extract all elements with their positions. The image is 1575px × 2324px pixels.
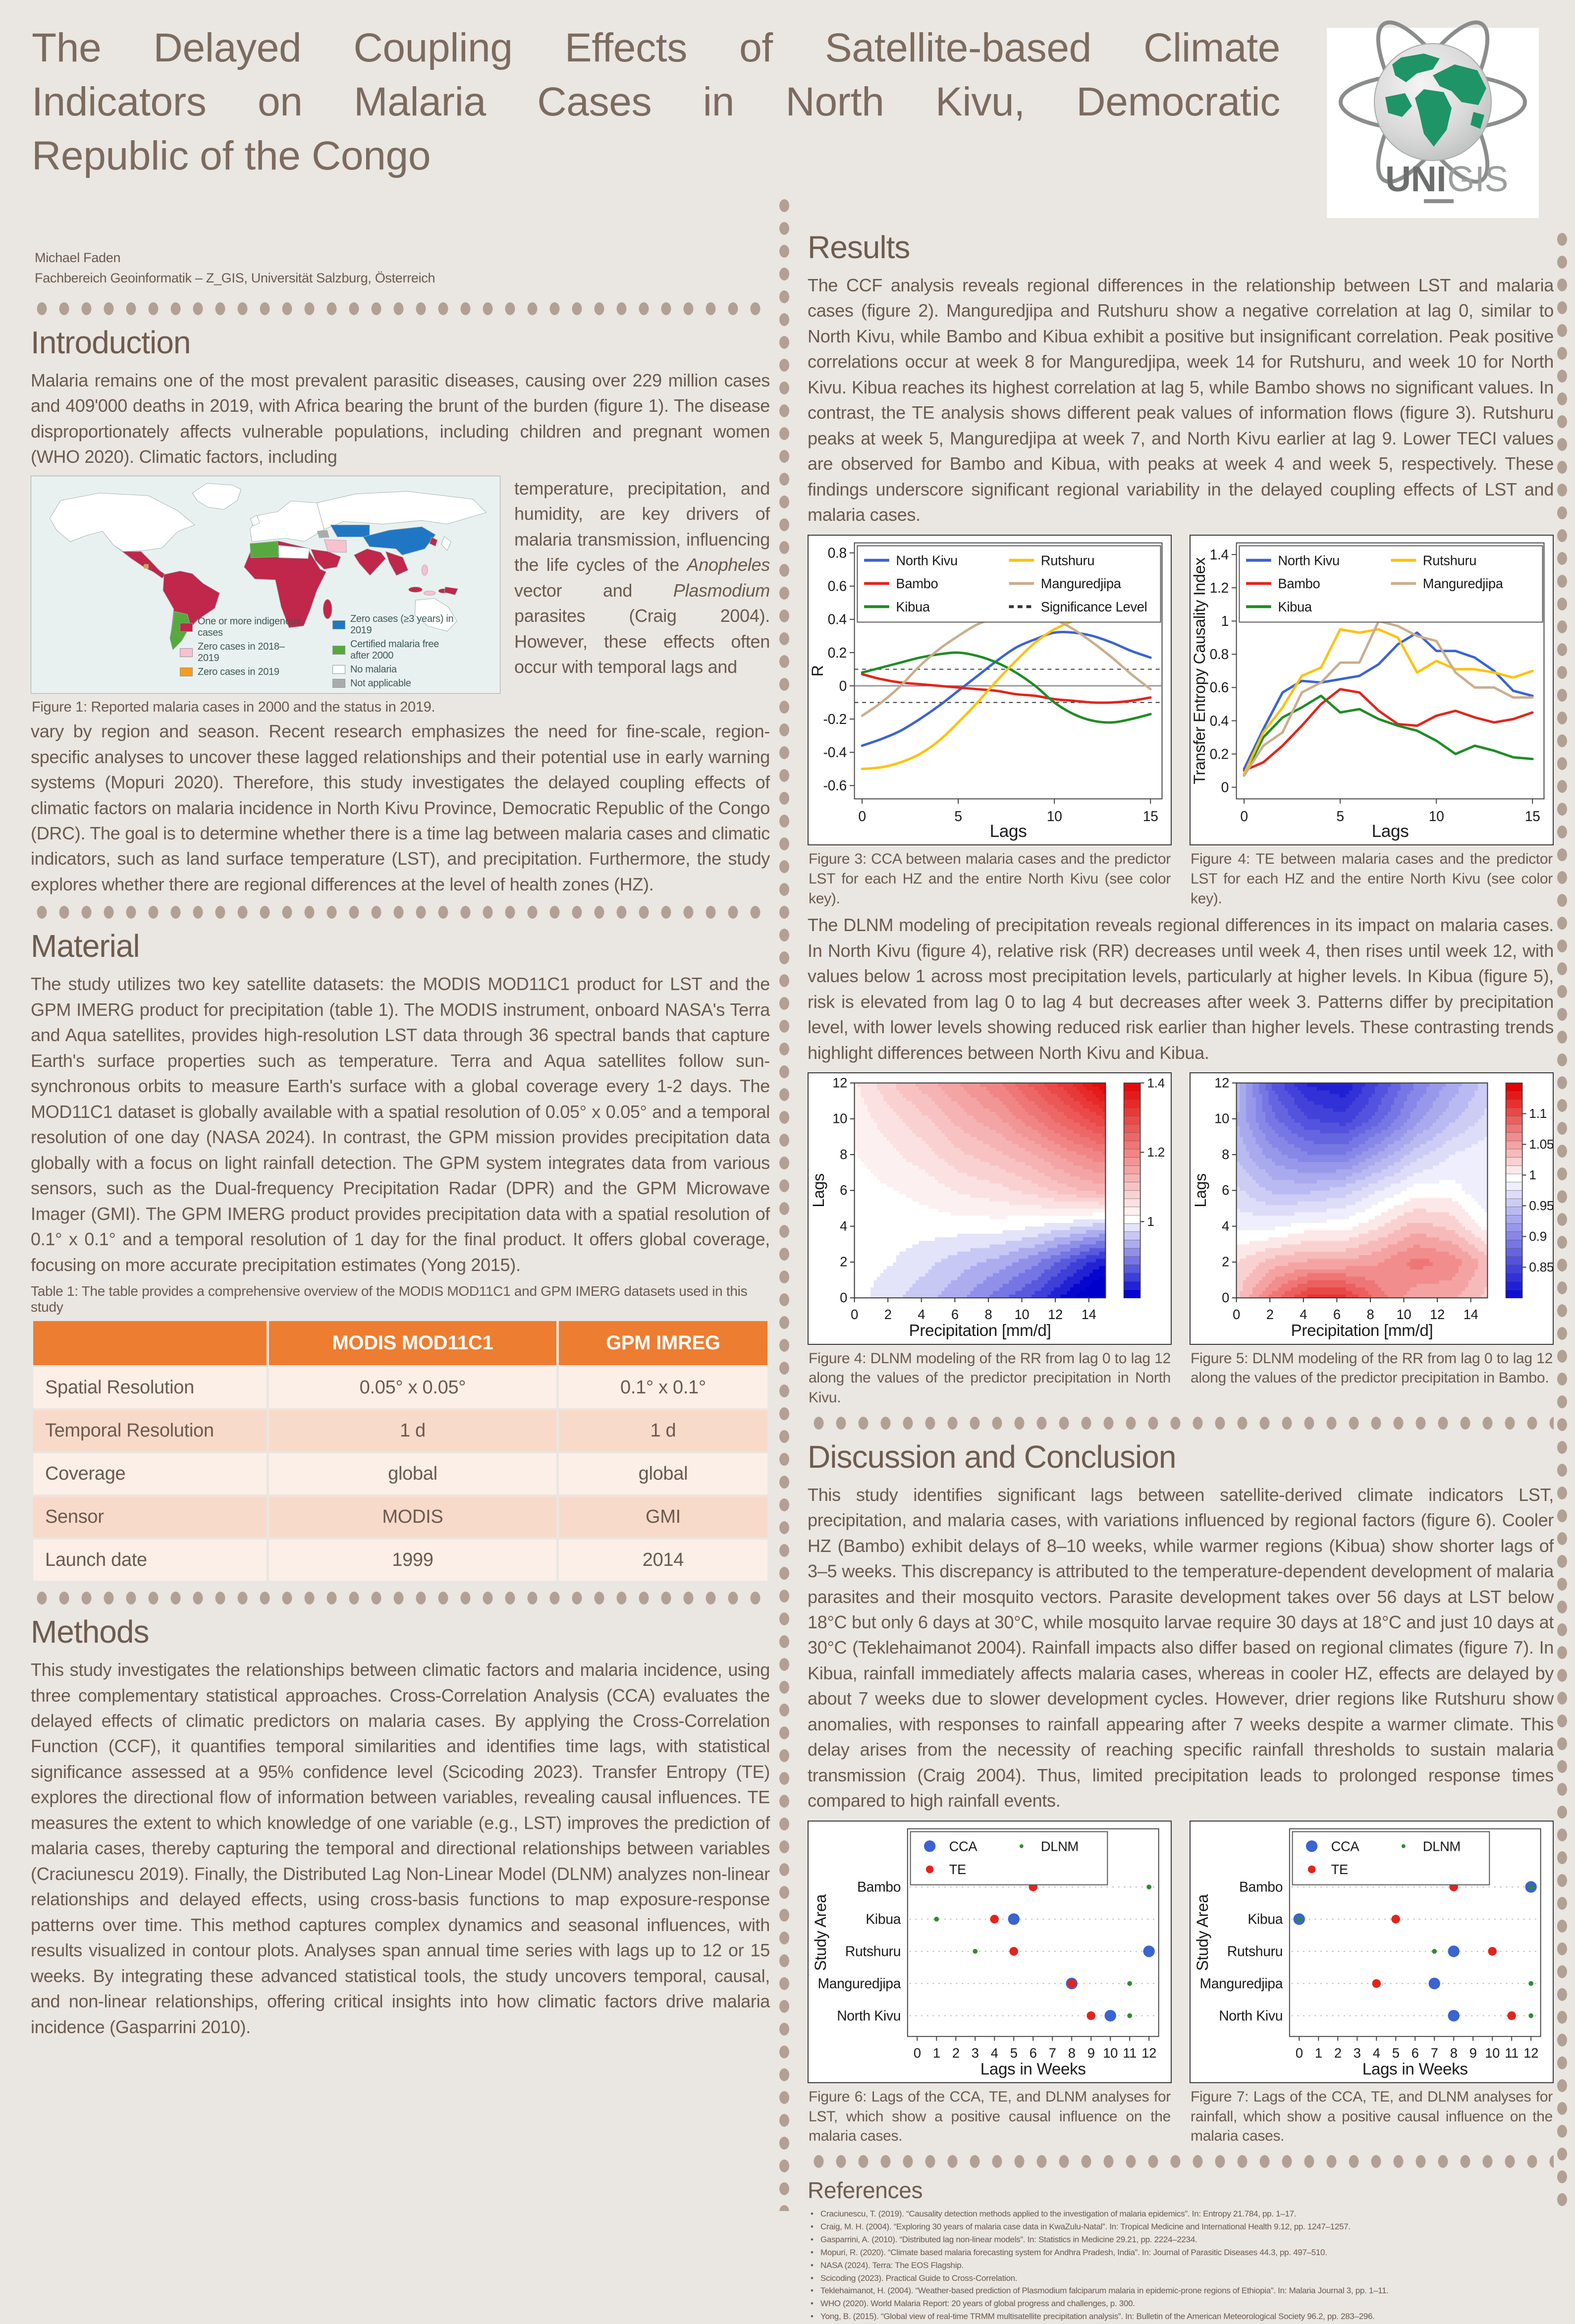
- line-charts-row: [808, 535, 1554, 909]
- svg-text:1.2: 1.2: [1210, 580, 1229, 596]
- discussion-paragraph: This study identifies significant lags between satellite-derived climate indicators LST, precipitation, and malaria cases, with variations influenced by regional factors (figure 6). Cooler HZ (Bambo) exhibit delays of 8–10 weeks, while warmer regions (Kibua) show shorter lags of 3–5 weeks. This discrepancy is attributed to the temperature-dependent development of malaria parasites and their mosquito vectors. Parasite development takes over 56 days at LST below 18°C but only 6 days at 30°C, while mosquito larvae require 30 days at 18°C and just 10 days at 30°C (Teklehaimanot 2004). Rainfall impacts also differ based on regional climates (figure 7). In Kibua, rainfall immediately affects malaria cases, whereas in cooler HZ, effects are delayed by about 7 weeks due to slower development cycles. However, drier regions like Rutshuru show anomalies, with responses to rainfall appearing after 7 weeks despite a warmer climate. This delay arises from the necessity of reaching specific rainfall thresholds to sustain malaria transmission (Craig 2004). Thus, limited precipitation leads to prolonged response times compared to high rainfall events.: [808, 1482, 1554, 1814]
- legend-label: Not applicable: [350, 678, 411, 689]
- table-cell-modis: 1 d: [269, 1410, 556, 1451]
- logo-text-light: GIS: [1447, 160, 1508, 199]
- svg-text:Rutshuru: Rutshuru: [1041, 553, 1094, 568]
- legend-swatch: [180, 623, 193, 632]
- plasmodium-italic: Plasmodium: [673, 580, 770, 601]
- table-row-label: Launch date: [33, 1540, 267, 1581]
- svg-text:0.6: 0.6: [1210, 679, 1229, 695]
- reference-item: • Scicoding (2023). Practical Guide to Cross-Correlation.: [808, 2273, 1554, 2284]
- svg-text:15: 15: [1525, 808, 1540, 824]
- map-legend-item: [180, 641, 305, 664]
- svg-text:8: 8: [840, 1147, 847, 1162]
- svg-text:Kibua: Kibua: [896, 599, 930, 614]
- svg-text:4: 4: [840, 1218, 847, 1233]
- svg-text:-0.2: -0.2: [823, 711, 847, 727]
- author-block: [35, 248, 435, 288]
- svg-text:0: 0: [858, 808, 866, 824]
- svg-text:Bambo: Bambo: [896, 576, 938, 591]
- legend-label: No malaria: [350, 664, 397, 675]
- logo-text-bold: UNI: [1385, 160, 1446, 199]
- reference-item: • Gasparrini, A. (2010). “Distributed lag non-linear models”. In: Statistics in Medicine 29.21, pp. 2224–2234.: [808, 2234, 1554, 2246]
- datasets-table: [31, 1319, 770, 1583]
- table-header-gpm: GPM IMREG: [559, 1321, 767, 1365]
- separator-dots: [31, 301, 770, 316]
- figure5-dlnm-block: [1190, 1072, 1554, 1408]
- introduction-map-row: [31, 476, 770, 717]
- table-cell-gpm: 2014: [559, 1540, 767, 1581]
- table-cell-modis: MODIS: [269, 1496, 556, 1538]
- reference-item: • NASA (2024). Terra: The EOS Flagship.: [808, 2260, 1554, 2271]
- legend-label: Zero cases in 2019: [198, 666, 279, 678]
- page-title: [32, 21, 1280, 183]
- svg-text:1.2: 1.2: [1147, 1145, 1165, 1160]
- table-row: [33, 1540, 767, 1581]
- introduction-paragraph-2: vary by region and season. Recent research emphasizes the need for fine-scale, region-specific analyses to uncover these lagged relationships and their potential use in early warning systems (Mopuri 2020). Therefore, this study investigates the delayed coupling effects of climatic factors on malaria incidence in North Kivu Province, Democratic Republic of the Congo (DRC). The goal is to determine whether there is a time lag between malaria cases and climatic indicators, such as land surface temperature (LST), and precipitation. Furthermore, the study explores whether there are regional differences at the level of health zones (HZ).: [31, 719, 770, 897]
- title-line-3: Republic of the Congo: [32, 129, 1280, 183]
- svg-text:Manguredjipa: Manguredjipa: [1423, 576, 1504, 591]
- reference-item: • Yong, B. (2015). “Global view of real-time TRMM multisatellite precipitation analysis”. In: Bulletin of the American Meteorological Society 96.2, pp. 283–296.: [808, 2311, 1554, 2323]
- legend-swatch: [332, 665, 345, 674]
- figure6-block: [808, 1821, 1172, 2146]
- figure3-block: [808, 535, 1172, 909]
- figure6-scatter-chart: [808, 1821, 1172, 2083]
- svg-text:Lags: Lags: [1372, 822, 1409, 841]
- svg-text:6: 6: [840, 1182, 847, 1198]
- introduction-heading: Introduction: [31, 324, 770, 361]
- svg-text:12: 12: [1048, 1307, 1063, 1322]
- figure4-te-caption: Figure 4: TE between malaria cases and the predictor LST for each HZ and the entire North Kivu (see color key).: [1191, 849, 1553, 908]
- references-list: [808, 2209, 1554, 2323]
- map-legend-item: [332, 639, 457, 662]
- table-row-label: Temporal Resolution: [33, 1410, 267, 1451]
- right-column: [808, 221, 1554, 2324]
- svg-text:1.4: 1.4: [1147, 1075, 1165, 1090]
- svg-text:14: 14: [1082, 1307, 1096, 1322]
- legend-swatch: [180, 667, 193, 676]
- svg-text:8: 8: [984, 1307, 992, 1322]
- column-divider-dots: [777, 194, 792, 2211]
- table-header-row: [33, 1321, 767, 1365]
- table-row: [33, 1367, 767, 1408]
- svg-text:0.2: 0.2: [1210, 746, 1229, 762]
- svg-text:0.4: 0.4: [828, 611, 847, 627]
- svg-text:0: 0: [840, 1290, 847, 1305]
- anopheles-italic: Anopheles: [687, 554, 770, 575]
- methods-heading: Methods: [31, 1613, 770, 1650]
- table-cell-gpm: GMI: [559, 1496, 767, 1538]
- figure1-caption: Figure 1: Reported malaria cases in 2000 and the status in 2019.: [32, 698, 499, 717]
- svg-text:6: 6: [951, 1307, 959, 1322]
- legend-label: Zero cases (≥3 years) in 2019: [350, 613, 457, 636]
- svg-text:0.6: 0.6: [828, 578, 847, 594]
- svg-text:15: 15: [1143, 808, 1158, 824]
- table-header-empty: [33, 1321, 267, 1365]
- table-cell-modis: 0.05° x 0.05°: [269, 1367, 556, 1408]
- separator-dots: [808, 1416, 1554, 1431]
- introduction-side-text: temperature, precipitation, and humidity, are key drivers of malaria transmission, influencing the life cycles of the Anopheles vector and Plasmodium parasites (Craig 2004). However, these effects often occur with temporal lags and: [514, 476, 770, 711]
- figure4-te-block: [1190, 535, 1554, 909]
- svg-text:0.8: 0.8: [1210, 646, 1229, 662]
- discussion-heading: Discussion and Conclusion: [808, 1439, 1554, 1475]
- figure7-scatter-chart: [1190, 1821, 1554, 2083]
- results-paragraph-2: The DLNM modeling of precipitation reveals regional differences in its impact on malaria cases. In North Kivu (figure 4), relative risk (RR) decreases until week 4, then rises until week 12, with values below 1 across most precipitation levels, particularly at higher levels. In Kibua (figure 5), risk is elevated from lag 0 to lag 4 but decreases after week 3. Patterns differ by precipitation level, with lower levels showing reduced risk earlier than higher levels. These contrasting trends highlight differences between North Kivu and Kibua.: [808, 912, 1554, 1065]
- reference-item: • Craciunescu, T. (2019). “Causality detection methods applied to the investigation of malaria epidemics”. In: Entropy 21.784, pp. 1–17.: [808, 2209, 1554, 2220]
- svg-text:-0.6: -0.6: [823, 777, 847, 793]
- table-cell-gpm: global: [559, 1453, 767, 1494]
- figure3-cca-chart: [808, 535, 1172, 846]
- unigis-logo: [1327, 28, 1539, 218]
- map-legend-item: [180, 666, 305, 678]
- contour-charts-row: [808, 1072, 1554, 1408]
- figure4-te-chart: [1190, 535, 1554, 846]
- svg-text:Lags: Lags: [990, 822, 1027, 841]
- table-row-label: Sensor: [33, 1496, 267, 1538]
- svg-text:0: 0: [1221, 779, 1229, 795]
- svg-text:0: 0: [1240, 808, 1248, 824]
- legend-label: One or more indigenous cases: [198, 616, 305, 639]
- legend-swatch: [180, 648, 193, 657]
- title-line-2: Indicators on Malaria Cases in North Kivu, Democratic: [32, 75, 1280, 129]
- figure7-caption: Figure 7: Lags of the CCA, TE, and DLNM analyses for rainfall, which show a positive causal influence on the malaria cases.: [1191, 2087, 1553, 2146]
- results-heading: Results: [808, 229, 1554, 266]
- svg-text:North Kivu: North Kivu: [1278, 553, 1339, 568]
- svg-text:10: 10: [1015, 1307, 1030, 1322]
- reference-item: • WHO (2020). World Malaria Report: 20 years of global progress and challenges, p. 300.: [808, 2298, 1554, 2310]
- svg-text:10: 10: [1429, 808, 1444, 824]
- material-paragraph: The study utilizes two key satellite datasets: the MODIS MOD11C1 product for LST and the GPM IMERG product for precipitation (table 1). The MODIS instrument, onboard NASA's Terra and Aqua satellites, provides high-resolution LST data through 36 spectral bands that capture Earth's surface properties such as temperature. Terra and Aqua satellites follow sun-synchronous orbits to measure Earth's surface with a global coverage every 1-2 days. The MOD11C1 dataset is globally available with a spatial resolution of 0.05° x 0.05° and a temporal resolution of one day (NASA 2024). In contrast, the GPM mission provides precipitation data globally with a focus on light rainfall detection. The GPM system integrates data from various sensors, such as the Dual-frequency Precipitation Radar (DPR) and the GPM Microwave Imager (GMI). The GPM IMERG product provides precipitation data with a spatial resolution of 0.1° x 0.1° and a temporal resolution of 1 day for the final product. It offers global coverage, focusing on more accurate precipitation estimates (Yong 2015).: [31, 971, 770, 1277]
- svg-text:-0.4: -0.4: [823, 744, 847, 760]
- figure1-map: [31, 476, 500, 717]
- scatter-charts-row: [808, 1821, 1554, 2146]
- svg-text:0: 0: [851, 1307, 858, 1322]
- author-affiliation: Fachbereich Geoinformatik – Z_GIS, Universität Salzburg, Österreich: [35, 268, 435, 288]
- table-cell-gpm: 0.1° x 0.1°: [559, 1367, 767, 1408]
- svg-text:1: 1: [1147, 1214, 1154, 1229]
- figure6-caption: Figure 6: Lags of the CCA, TE, and DLNM analyses for LST, which show a positive causal influence on the malaria cases.: [809, 2087, 1171, 2146]
- svg-text:Manguredjipa: Manguredjipa: [1041, 576, 1122, 591]
- table-row-label: Spatial Resolution: [33, 1367, 267, 1408]
- figure4-dlnm-caption: Figure 4: DLNM modeling of the RR from lag 0 to lag 12 along the values of the predictor precipitation in North Kivu.: [809, 1349, 1171, 1408]
- svg-text:10: 10: [1047, 808, 1062, 824]
- table-cell-gpm: 1 d: [559, 1410, 767, 1451]
- svg-text:5: 5: [1336, 808, 1344, 824]
- svg-text:2: 2: [884, 1307, 892, 1322]
- svg-text:1.4: 1.4: [1210, 547, 1229, 562]
- map-legend-item: [332, 613, 457, 636]
- table-row: [33, 1453, 767, 1494]
- svg-text:Lags: Lags: [810, 1173, 827, 1208]
- figure4-dlnm-block: [808, 1072, 1172, 1408]
- table-header-modis: MODIS MOD11C1: [269, 1321, 556, 1365]
- svg-text:10: 10: [832, 1111, 847, 1126]
- map-legend-item: [180, 616, 305, 639]
- svg-text:0.4: 0.4: [1210, 713, 1229, 728]
- svg-text:0.8: 0.8: [828, 545, 847, 560]
- svg-text:2: 2: [840, 1254, 847, 1270]
- map-legend-item: [332, 664, 457, 675]
- world-map-panel: [31, 476, 500, 694]
- results-paragraph-1: The CCF analysis reveals regional differences in the relationship between LST and malaria cases (figure 2). Manguredjipa and Rutshuru show a negative correlation at lag 0, similar to North Kivu, while Bambo and Kibua exhibit a positive but insignificant correlation. Peak positive correlations occur at week 8 for Manguredjipa, week 14 for Rutshuru, and week 10 for North Kivu. Kibua reaches its highest correlation at lag 5, while Bambo shows no significant values. In contrast, the TE analysis shows different peak values of information flows (figure 3). Rutshuru peaks at week 5, Manguredjipa at week 7, and North Kivu earlier at lag 9. Lower TECI values are observed for Bambo and Kibua, with peaks at week 4 and week 5, respectively. These findings underscore significant regional variability in the delayed coupling effects of LST and malaria cases.: [808, 273, 1554, 528]
- legend-label: Zero cases in 2018–2019: [198, 641, 305, 664]
- svg-text:4: 4: [918, 1307, 925, 1322]
- table-row: [33, 1496, 767, 1538]
- methods-paragraph: This study investigates the relationships between climatic factors and malaria incidence, using three complementary statistical approaches. Cross-Correlation Analysis (CCA) evaluates the delayed effects of climatic predictors on malaria cases. By applying the Cross-Correlation Function (CCF), it quantifies temporal similarities and identifies time lags, with statistical significance assessed at a 95% confidence level (Scicoding 2023). Transfer Entropy (TE) explores the directional flow of information between variables, revealing causal influences. TE measures the extent to which knowledge of one variable (e.g., LST) improves the prediction of malaria cases, thereby capturing the temporal and directional relationships between variables (Craciunescu 2019). Finally, the Distributed Lag Non-Linear Model (DLNM) analyzes non-linear relationships and delayed effects, using cross-basis functions to map exposure-response patterns over time. This method captures complex dynamics and seasonal influences, with results visualized in contour plots. Analyses span annual time series with lags up to 12 or 15 weeks. By integrating these advanced statistical tools, the study uncovers temporal, causal, and non-linear relationships, offering critical insights into how climatic factors drive malaria incidence (Gasparrini 2010).: [31, 1657, 770, 2040]
- svg-text:5: 5: [954, 808, 962, 824]
- legend-swatch: [332, 646, 345, 655]
- svg-text:12: 12: [832, 1075, 847, 1090]
- separator-dots: [808, 2154, 1554, 2169]
- material-heading: Material: [31, 928, 770, 964]
- globe-icon: [1327, 28, 1539, 218]
- reference-item: • Mopuri, R. (2020). “Climate based malaria forecasting system for Andhra Pradesh, India”. In: Journal of Parasitic Diseases 44.3, pp. 497–510.: [808, 2247, 1554, 2259]
- figure7-block: [1190, 1821, 1554, 2146]
- svg-text:R: R: [809, 665, 826, 676]
- figure5-dlnm-chart: [1190, 1072, 1554, 1345]
- separator-dots: [31, 905, 770, 920]
- table-cell-modis: 1999: [269, 1540, 556, 1581]
- svg-text:Kibua: Kibua: [1278, 599, 1312, 614]
- references-heading: References: [808, 2177, 1554, 2204]
- svg-text:Bambo: Bambo: [1278, 576, 1320, 591]
- svg-text:Significance Level: Significance Level: [1041, 599, 1147, 614]
- svg-text:0.2: 0.2: [828, 644, 847, 660]
- table-cell-modis: global: [269, 1453, 556, 1494]
- table1-caption: Table 1: The table provides a comprehensive overview of the MODIS MOD11C1 and GPM IMERG datasets used in this study: [31, 1283, 770, 1315]
- svg-text:North Kivu: North Kivu: [896, 553, 957, 568]
- reference-item: • Craig, M. H. (2004). “Exploring 30 years of malaria case data in KwaZulu-Natal”. In: Tropical Medicine and International Health 9.12, pp. 1247–1257.: [808, 2221, 1554, 2233]
- map-legend-item: [332, 678, 457, 689]
- legend-swatch: [332, 620, 345, 629]
- legend-label: Certified malaria free after 2000: [350, 639, 457, 662]
- svg-text:Rutshuru: Rutshuru: [1423, 553, 1476, 568]
- figure5-dlnm-caption: Figure 5: DLNM modeling of the RR from lag 0 to lag 12 along the values of the predictor precipitation in Bambo.: [1191, 1349, 1553, 1388]
- figure3-caption: Figure 3: CCA between malaria cases and the predictor LST for each HZ and the entire North Kivu (see color key).: [809, 849, 1171, 908]
- table-row-label: Coverage: [33, 1453, 267, 1494]
- title-line-1: The Delayed Coupling Effects of Satellite-based Climate: [32, 21, 1280, 75]
- svg-text:1: 1: [1221, 613, 1229, 629]
- right-edge-dots: [1555, 228, 1570, 2215]
- separator-dots: [31, 1591, 770, 1605]
- left-column: [31, 293, 770, 2046]
- reference-item: • Teklehaimanot, H. (2004). “Weather-based prediction of Plasmodium falciparum malaria in epidemic-prone regions of Ethiopia”. In: Malaria Journal 3, pp. 1–11.: [808, 2285, 1554, 2297]
- introduction-paragraph-1: Malaria remains one of the most prevalent parasitic diseases, causing over 229 million cases and 409'000 deaths in 2019, with Africa bearing the brunt of the burden (figure 1). The disease disproportionately affects vulnerable populations, including children and pregnant women (WHO 2020). Climatic factors, including: [31, 368, 770, 470]
- map-legend: [180, 613, 457, 689]
- svg-text:Precipitation [mm/d]: Precipitation [mm/d]: [909, 1322, 1051, 1340]
- author-name: Michael Faden: [35, 248, 435, 268]
- svg-text:0: 0: [839, 678, 847, 694]
- figure4-dlnm-chart: [808, 1072, 1172, 1345]
- map-legend-list: [180, 613, 457, 689]
- table-row: [33, 1410, 767, 1451]
- svg-text:Transfer Entropy Causality Ind: Transfer Entropy Causality Index: [1191, 557, 1208, 784]
- legend-swatch: [332, 679, 345, 688]
